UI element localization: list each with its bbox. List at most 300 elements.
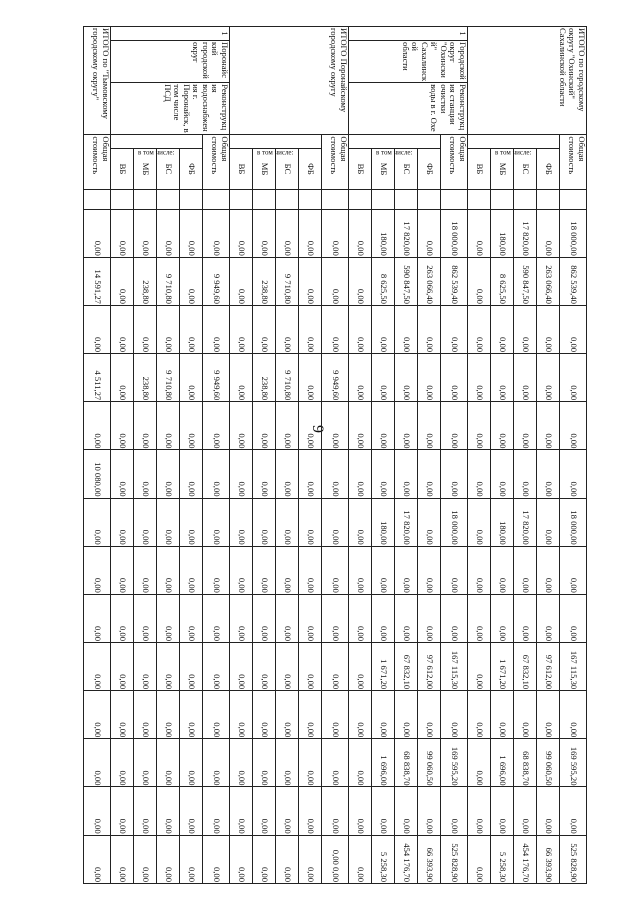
- value-cell: 0,00: [468, 305, 491, 353]
- value-cell: 0,00: [349, 546, 372, 594]
- value-cell: 0,00: [203, 450, 230, 498]
- value-cell: 0,00: [180, 835, 203, 883]
- value-cell: 0,00: [299, 402, 322, 450]
- value-cell: 0,00: [491, 305, 514, 353]
- value-cell: 0,00: [180, 402, 203, 450]
- value-cell: 0,00: [230, 450, 253, 498]
- value-cell: 0,00: [253, 594, 276, 642]
- district-name: Городской округ "Охинский" Сахалинской области: [349, 41, 468, 83]
- value-cell: 180,00: [372, 498, 395, 546]
- value-cell: 0,00: [395, 546, 418, 594]
- funding-source: БС: [395, 149, 418, 189]
- value-cell: 1 671,20: [491, 643, 514, 691]
- value-cell: 9 710,80: [276, 354, 299, 402]
- value-cell: 238,80: [253, 257, 276, 305]
- value-cell: 0,00: [276, 450, 299, 498]
- value-cell: 0,00: [203, 546, 230, 594]
- value-cell: 0,00: [180, 787, 203, 835]
- value-cell: 0,00: [441, 402, 468, 450]
- value-cell: 0,00: [560, 450, 587, 498]
- value-cell: 9 710,80: [157, 257, 180, 305]
- value-cell: 0,00: [395, 691, 418, 739]
- spacer-cell: [299, 189, 322, 209]
- value-cell: 0,00: [84, 691, 111, 739]
- value-cell: 0,00: [349, 450, 372, 498]
- value-cell: 0,00: [134, 402, 157, 450]
- value-cell: 169 595,20: [441, 739, 468, 787]
- value-cell: 0,00: [468, 498, 491, 546]
- value-cell: 0,00: [441, 450, 468, 498]
- value-cell: 0,00: [299, 498, 322, 546]
- value-cell: 9 710,80: [276, 257, 299, 305]
- value-cell: 0,00: [180, 594, 203, 642]
- value-cell: 17 820,00: [395, 498, 418, 546]
- funding-source: МБ: [491, 149, 514, 189]
- spacer-cell: [491, 189, 514, 209]
- budget-table: [83, 26, 587, 884]
- spacer-cell: [84, 189, 111, 209]
- value-cell: 0,00: [322, 739, 349, 787]
- value-cell: 0,00: [299, 787, 322, 835]
- funding-source: ФБ: [299, 149, 322, 189]
- spacer-cell: [514, 189, 537, 209]
- funding-source: ВБ: [230, 149, 253, 189]
- value-cell: 0,00: [203, 691, 230, 739]
- value-cell: 0,00: [180, 691, 203, 739]
- value-cell: 67 832,10: [514, 643, 537, 691]
- value-cell: 0,00: [253, 787, 276, 835]
- value-cell: 0,00: [111, 594, 134, 642]
- value-cell: 0,00: [276, 643, 299, 691]
- value-cell: 0,00: [537, 691, 560, 739]
- value-cell: 0,00: [84, 402, 111, 450]
- value-cell: 862 539,40: [441, 257, 468, 305]
- value-cell: 0,00: [299, 691, 322, 739]
- value-cell: 0,00: [418, 546, 441, 594]
- value-cell: 99 060,50: [537, 739, 560, 787]
- spacer-cell: [537, 189, 560, 209]
- value-cell: 0,00: [134, 691, 157, 739]
- value-cell: 0,00: [230, 402, 253, 450]
- value-cell: 0,00: [514, 594, 537, 642]
- value-cell: 0,00: [418, 691, 441, 739]
- funding-source: БС: [157, 149, 180, 189]
- value-cell: 0,00: [276, 546, 299, 594]
- value-cell: 0,00: [134, 835, 157, 883]
- value-cell: 0,00: [180, 739, 203, 787]
- value-cell: 0,00: [230, 835, 253, 883]
- table-row: [203, 27, 230, 884]
- table-row: [322, 27, 349, 884]
- value-cell: 0,00: [230, 209, 253, 257]
- value-cell: 0,00: [349, 739, 372, 787]
- value-cell: 0,00: [157, 402, 180, 450]
- table-row: [111, 27, 134, 884]
- value-cell: 0,00: [514, 402, 537, 450]
- value-cell: 0,00: [418, 787, 441, 835]
- value-cell: 0,00: [299, 450, 322, 498]
- value-cell: 0,00: [134, 498, 157, 546]
- value-cell: 0,00: [349, 209, 372, 257]
- value-cell: 0,00: [111, 787, 134, 835]
- value-cell: 0,00: [157, 498, 180, 546]
- value-cell: 0,00: [322, 594, 349, 642]
- value-cell: 1 696,00: [372, 739, 395, 787]
- spacer-cell: [560, 189, 587, 209]
- value-cell: 0,00: [157, 305, 180, 353]
- value-cell: 238,80: [134, 257, 157, 305]
- value-cell: 0,00: [203, 305, 230, 353]
- value-cell: 0,00: [84, 787, 111, 835]
- value-cell: 0,00: [230, 305, 253, 353]
- value-cell: 0,00: [468, 691, 491, 739]
- funding-source: ФБ: [418, 149, 441, 189]
- value-cell: 8 625,50: [491, 257, 514, 305]
- value-cell: 0,00: [491, 354, 514, 402]
- value-cell: 0,00: [468, 643, 491, 691]
- value-cell: 0,00: [276, 498, 299, 546]
- value-cell: 0,00: [230, 498, 253, 546]
- value-cell: 454 176,70: [395, 835, 418, 883]
- value-cell: 0,00: [134, 209, 157, 257]
- value-cell: 14 591,27: [84, 257, 111, 305]
- value-cell: 0,00: [157, 594, 180, 642]
- value-cell: 0,00: [349, 257, 372, 305]
- table-row: [299, 27, 322, 884]
- value-cell: 0,00: [349, 498, 372, 546]
- value-cell: 0,00: [134, 643, 157, 691]
- value-cell: 0,00: [111, 402, 134, 450]
- value-cell: 0,00: [230, 594, 253, 642]
- value-cell: 0,00: [395, 402, 418, 450]
- value-cell: 0,00: [468, 594, 491, 642]
- value-cell: 0,00: [299, 354, 322, 402]
- value-cell: 68 838,70: [395, 739, 418, 787]
- value-cell: 169 595,20: [560, 739, 587, 787]
- project-name: Реконструкция станции очистки воды в г. Охе: [349, 83, 468, 135]
- value-cell: 0,00: [322, 787, 349, 835]
- funding-source: МБ: [134, 149, 157, 189]
- value-cell: 0,00: [441, 691, 468, 739]
- value-cell: 0,00: [349, 402, 372, 450]
- block-title: ИТОГО по городскому округу "Охинский" Сахалинской области: [468, 27, 587, 135]
- value-cell: 0,00: [560, 354, 587, 402]
- value-cell: 0,00: [418, 498, 441, 546]
- total-cost-label: Общая стоимость: [441, 135, 468, 189]
- value-cell: 0,00: [253, 643, 276, 691]
- spacer-cell: [203, 189, 230, 209]
- spacer-cell: [395, 189, 418, 209]
- total-cost-label: Общая стоимость: [84, 135, 111, 189]
- spacer-cell: [134, 189, 157, 209]
- value-cell: 0,00: [537, 787, 560, 835]
- value-cell: 0,00: [468, 546, 491, 594]
- value-cell: 0,00: [111, 643, 134, 691]
- value-cell: 0,00: [418, 305, 441, 353]
- row-number: 1: [349, 27, 468, 41]
- value-cell: 0,00: [468, 354, 491, 402]
- value-cell: 0,00: [299, 835, 322, 883]
- value-cell: 0,00: [468, 835, 491, 883]
- value-cell: 0,00: [537, 402, 560, 450]
- value-cell: 0,00: [299, 305, 322, 353]
- value-cell: 0,00: [560, 594, 587, 642]
- value-cell: 0,00: [111, 739, 134, 787]
- value-cell: 0,00: [560, 691, 587, 739]
- value-cell: 0,00: [514, 691, 537, 739]
- value-cell: 0,00: [322, 450, 349, 498]
- value-cell: 18 000,00: [560, 209, 587, 257]
- project-name: Реконструкция водоснабжения г. Поронайск, в том числе ПСД: [111, 83, 230, 135]
- value-cell: 0,00: [441, 594, 468, 642]
- funding-source: ФБ: [537, 149, 560, 189]
- value-cell: 0,00: [157, 546, 180, 594]
- value-cell: 0,00: [203, 402, 230, 450]
- district-name: Поронайский городской округ: [111, 41, 230, 83]
- value-cell: 0,00: [134, 739, 157, 787]
- value-cell: 0,00: [203, 643, 230, 691]
- value-cell: 0,00: [441, 546, 468, 594]
- value-cell: 180,00: [372, 209, 395, 257]
- value-cell: 0,00: [418, 450, 441, 498]
- value-cell: 0,00: [560, 402, 587, 450]
- value-cell: 0,00: [157, 691, 180, 739]
- value-cell: 0,00: [157, 209, 180, 257]
- value-cell: 0,00: [322, 498, 349, 546]
- value-cell: 0,00: [276, 209, 299, 257]
- block-title: ИТОГО Поронайскому городскому округу: [230, 27, 349, 135]
- value-cell: 0,00: [230, 257, 253, 305]
- value-cell: 0,00: [537, 594, 560, 642]
- total-cost-label: Общая стоимость: [322, 135, 349, 189]
- value-cell: 238,80: [253, 354, 276, 402]
- value-cell: 525 828,90: [560, 835, 587, 883]
- value-cell: 0,00: [276, 835, 299, 883]
- value-cell: 590 847,50: [395, 257, 418, 305]
- value-cell: 0,00: [157, 787, 180, 835]
- value-cell: 0,00: [180, 305, 203, 353]
- value-cell: 0,00: [372, 354, 395, 402]
- value-cell: 0,00: [180, 450, 203, 498]
- value-cell: 0,00: [537, 209, 560, 257]
- value-cell: 0,00: [372, 402, 395, 450]
- value-cell: 18 000,00: [560, 498, 587, 546]
- value-cell: 0,00: [372, 691, 395, 739]
- value-cell: 0,00: [491, 594, 514, 642]
- vertical-label-cell: [349, 135, 441, 157]
- value-cell: 1 696,00: [491, 739, 514, 787]
- value-cell: 0,00: [230, 643, 253, 691]
- value-cell: 0,00: [491, 450, 514, 498]
- value-cell: 1 671,20: [372, 643, 395, 691]
- value-cell: 0,00: [276, 691, 299, 739]
- value-cell: 238,80: [134, 354, 157, 402]
- value-cell: 0,00: [84, 835, 111, 883]
- funding-source: ВБ: [468, 149, 491, 189]
- value-cell: 0,00: [84, 739, 111, 787]
- value-cell: 0,00: [276, 739, 299, 787]
- value-cell: 0,00: [418, 354, 441, 402]
- value-cell: 0,00: [514, 546, 537, 594]
- value-cell: 0,00: [180, 498, 203, 546]
- value-cell: 18 000,00: [441, 498, 468, 546]
- value-cell: 66 393,90: [537, 835, 560, 883]
- funding-source: БС: [276, 149, 299, 189]
- value-cell: 0,00: [537, 546, 560, 594]
- value-cell: 167 115,30: [560, 643, 587, 691]
- value-cell: 0,00: [560, 305, 587, 353]
- value-cell: 0,00: [253, 402, 276, 450]
- value-cell: 0,00: [253, 209, 276, 257]
- value-cell: 17 820,00: [514, 498, 537, 546]
- value-cell: 68 838,70: [514, 739, 537, 787]
- value-cell: 0,00: [134, 305, 157, 353]
- value-cell: 17 820,00: [395, 209, 418, 257]
- value-cell: 0,00: [491, 787, 514, 835]
- page-number: 9: [309, 425, 326, 433]
- value-cell: 0,00: [253, 498, 276, 546]
- value-cell: 0,00: [468, 739, 491, 787]
- block-title: ИТОГО по "Тымовскому городскому округу": [84, 27, 111, 135]
- value-cell: 9 710,80: [157, 354, 180, 402]
- value-cell: 0,00: [322, 643, 349, 691]
- value-cell: 0,00: [253, 450, 276, 498]
- table-row: [230, 27, 253, 884]
- value-cell: 0,00: [253, 305, 276, 353]
- value-cell: 0,00: [537, 450, 560, 498]
- table-row: [418, 27, 441, 884]
- value-cell: 0,00: [322, 402, 349, 450]
- value-cell: 0,00: [418, 402, 441, 450]
- value-cell: 0,00: [468, 257, 491, 305]
- value-cell: 0,00: [111, 691, 134, 739]
- value-cell: 180,00: [491, 209, 514, 257]
- table-row: [349, 27, 372, 884]
- value-cell: 0,00: [84, 498, 111, 546]
- vertical-label-cell: [468, 135, 560, 157]
- table-body: [84, 27, 587, 884]
- value-cell: 0,00: [84, 594, 111, 642]
- value-cell: 0,00: [134, 450, 157, 498]
- value-cell: 0,00: [441, 354, 468, 402]
- value-cell: 0,00: [299, 209, 322, 257]
- value-cell: 0,00: [372, 787, 395, 835]
- value-cell: 0,00: [395, 305, 418, 353]
- value-cell: 0,00: [111, 305, 134, 353]
- value-cell: 67 832,10: [395, 643, 418, 691]
- vertical-label: в том числе:: [376, 148, 413, 157]
- value-cell: 0,00: [111, 209, 134, 257]
- value-cell: 0,00: [253, 546, 276, 594]
- value-cell: 0,00: [276, 402, 299, 450]
- table-row: [84, 27, 111, 884]
- value-cell: 0,00: [134, 787, 157, 835]
- value-cell: 0,00: [111, 354, 134, 402]
- value-cell: 97 612,00: [418, 643, 441, 691]
- value-cell: 0,00: [203, 739, 230, 787]
- value-cell: 0,00: [441, 305, 468, 353]
- value-cell: 862 539,40: [560, 257, 587, 305]
- value-cell: 0,00: [180, 209, 203, 257]
- value-cell: 10 080,00: [84, 450, 111, 498]
- value-cell: 0,00: [230, 354, 253, 402]
- value-cell: 0,00: [491, 402, 514, 450]
- value-cell: 0,00: [372, 305, 395, 353]
- value-cell: 0,00: [253, 835, 276, 883]
- value-cell: 0,00: [372, 546, 395, 594]
- value-cell: 0,00: [180, 643, 203, 691]
- spacer-cell: [157, 189, 180, 209]
- value-cell: 0,00: [299, 739, 322, 787]
- vertical-label: в том числе:: [495, 148, 532, 157]
- value-cell: 5 258,30: [491, 835, 514, 883]
- row-number: 1: [111, 27, 230, 41]
- value-cell: 0,00: [349, 787, 372, 835]
- value-cell: 0,00: [157, 739, 180, 787]
- value-cell: 0,00: [349, 691, 372, 739]
- value-cell: 0,00: [514, 305, 537, 353]
- value-cell: 0,00: [372, 450, 395, 498]
- table-row: [537, 27, 560, 884]
- value-cell: 0,00: [537, 498, 560, 546]
- funding-source: МБ: [253, 149, 276, 189]
- value-cell: 9 949,60: [203, 354, 230, 402]
- value-cell: 99 060,50: [418, 739, 441, 787]
- table-row: [560, 27, 587, 884]
- value-cell: 9 949,60: [322, 354, 349, 402]
- value-cell: 0,00: [157, 643, 180, 691]
- value-cell: 0,00: [203, 498, 230, 546]
- value-cell: 0,00: [514, 354, 537, 402]
- value-cell: 0,00: [560, 787, 587, 835]
- value-cell: 454 176,70: [514, 835, 537, 883]
- value-cell: 0,00: [322, 546, 349, 594]
- value-cell: 17 820,00: [514, 209, 537, 257]
- value-cell: 0,00: [276, 594, 299, 642]
- value-cell: 0,00: [111, 450, 134, 498]
- value-cell: 0,00: [560, 546, 587, 594]
- table-row: [441, 27, 468, 884]
- value-cell: 0,00: [468, 209, 491, 257]
- spacer-cell: [441, 189, 468, 209]
- value-cell: 9 949,60: [203, 257, 230, 305]
- value-cell: 0,00: [322, 257, 349, 305]
- value-cell: 0,00: [468, 450, 491, 498]
- value-cell: 0,00: [157, 450, 180, 498]
- value-cell: 0,00: [349, 305, 372, 353]
- total-cost-label: Общая стоимость: [203, 135, 230, 189]
- value-cell: 0,00: [253, 739, 276, 787]
- value-cell: 0,00: [491, 691, 514, 739]
- vertical-label: в том числе:: [257, 148, 294, 157]
- value-cell: 0,00: [491, 546, 514, 594]
- value-cell: 0,00: [322, 209, 349, 257]
- value-cell: 18 000,00: [441, 209, 468, 257]
- value-cell: 590 847,50: [514, 257, 537, 305]
- value-cell: 180,00: [491, 498, 514, 546]
- value-cell: 0,00: [514, 787, 537, 835]
- value-cell: 263 066,40: [537, 257, 560, 305]
- value-cell: 0,00 0,00: [322, 835, 349, 883]
- spacer-cell: [111, 189, 134, 209]
- value-cell: 97 612,00: [537, 643, 560, 691]
- spacer-cell: [372, 189, 395, 209]
- table-row: [180, 27, 203, 884]
- spacer-cell: [230, 189, 253, 209]
- value-cell: 0,00: [230, 691, 253, 739]
- table-row: [468, 27, 491, 884]
- vertical-label: в том числе:: [138, 148, 175, 157]
